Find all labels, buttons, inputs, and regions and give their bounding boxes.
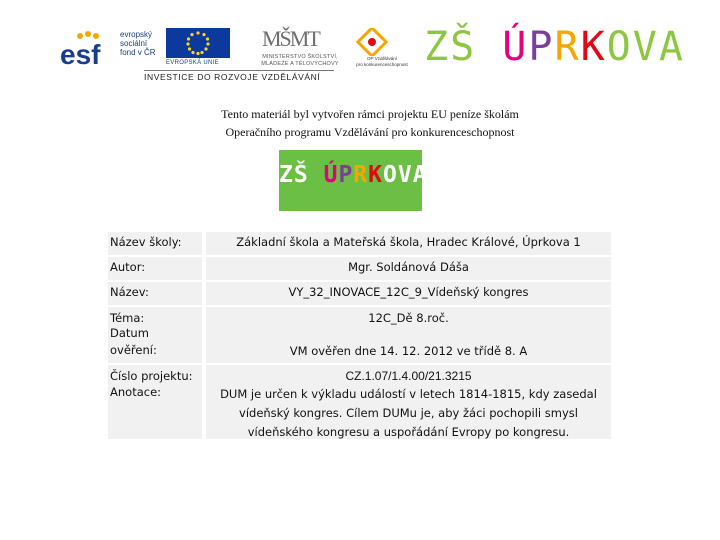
- logo-letter: A: [658, 24, 685, 70]
- table-row: [108, 232, 611, 255]
- logo-letter: Š: [293, 162, 309, 188]
- row-value: VM ověřen dne 14. 12. 2012 ve třídě 8. A: [206, 325, 611, 363]
- esf-icon: [58, 28, 116, 68]
- intro-line-2: Operačního programu Vzdělávání pro konkurenceschopnost: [225, 125, 515, 139]
- logo-letter: A: [412, 162, 428, 188]
- eu-logo: [166, 28, 230, 72]
- table-row: [108, 282, 611, 305]
- row-label: Název školy:: [108, 232, 202, 255]
- op-text: OP Vzdělávání pro konkurenceschopnost: [356, 56, 408, 67]
- school-logo-large: [424, 22, 685, 72]
- eu-text: EVROPSKÁ UNIE: [166, 60, 219, 66]
- logo-letter: [309, 162, 324, 188]
- logo-letter: R: [353, 162, 369, 188]
- logo-letter: O: [383, 162, 398, 188]
- msmt-icon: [254, 24, 342, 54]
- intro-text: [150, 105, 590, 141]
- logo-letter: Z: [279, 162, 294, 188]
- logo-letter: O: [606, 24, 633, 70]
- table-row: [108, 383, 611, 439]
- esf-logo: [58, 28, 158, 68]
- logo-letter: R: [554, 24, 581, 70]
- eu-flag-icon: [166, 28, 230, 58]
- row-label: Název:: [108, 282, 202, 305]
- row-value: Základní škola a Mateřská škola, Hradec Králové, Úprkova 1: [206, 232, 611, 255]
- logo-letter: P: [528, 24, 555, 70]
- logo-letter: Z: [424, 24, 451, 70]
- logo-letter: V: [397, 162, 413, 188]
- op-logo: [350, 28, 410, 72]
- header-logo-strip: [58, 24, 410, 82]
- row-label: Autor:: [108, 257, 202, 280]
- school-logo-green: [279, 150, 428, 211]
- logo-letter: K: [368, 162, 384, 188]
- row-value: 12C_Dě 8.roč.: [206, 307, 611, 325]
- logo-letter: V: [632, 24, 659, 70]
- green-logo-text: [279, 162, 428, 188]
- logo-letter: K: [580, 24, 607, 70]
- row-value: VY_32_INOVACE_12C_9_Vídeňský kongres: [206, 282, 611, 305]
- investice-text: INVESTICE DO ROZVOJE VZDĚLÁVÁNÍ: [144, 70, 334, 82]
- table-row: [108, 307, 611, 325]
- row-value: CZ.1.07/1.4.00/21.3215: [206, 365, 611, 383]
- intro-line-1: Tento materiál byl vytvořen rámci projektu EU peníze školám: [221, 107, 519, 121]
- svg-text:MŠMT: MŠMT: [262, 26, 319, 51]
- table-row: [108, 257, 611, 280]
- logo-letter: P: [338, 162, 354, 188]
- row-label: Číslo projektu:: [108, 365, 202, 383]
- info-table: [108, 232, 611, 441]
- msmt-text: MINISTERSTVO ŠKOLSTVÍ, MLÁDEŽE A TĚLOVÝCHOVY: [261, 54, 339, 67]
- row-label: Anotace:: [108, 383, 202, 439]
- logo-letter: Š: [450, 24, 477, 70]
- logo-letter: Ú: [323, 162, 339, 188]
- row-label: Datum ověření:: [108, 325, 202, 363]
- row-value: Mgr. Soldánová Dáša: [206, 257, 611, 280]
- svg-text:esf: esf: [60, 39, 101, 68]
- logo-letter: Ú: [502, 24, 529, 70]
- esf-text: evropský sociální fond v ČR: [120, 30, 156, 57]
- row-label: Téma:: [108, 307, 202, 325]
- msmt-logo: [254, 24, 342, 72]
- row-value: DUM je určen k výkladu událostí v letech 1814-1815, kdy zasedal vídeňský kongres. Cílem DUMu je, aby žáci pochopili smysl vídeňského kongresu a uspořádání Evropy po kongresu.: [206, 383, 611, 439]
- table-row: [108, 365, 611, 383]
- op-icon: [350, 28, 410, 56]
- table-row: [108, 325, 611, 363]
- logo-letter: [476, 24, 502, 70]
